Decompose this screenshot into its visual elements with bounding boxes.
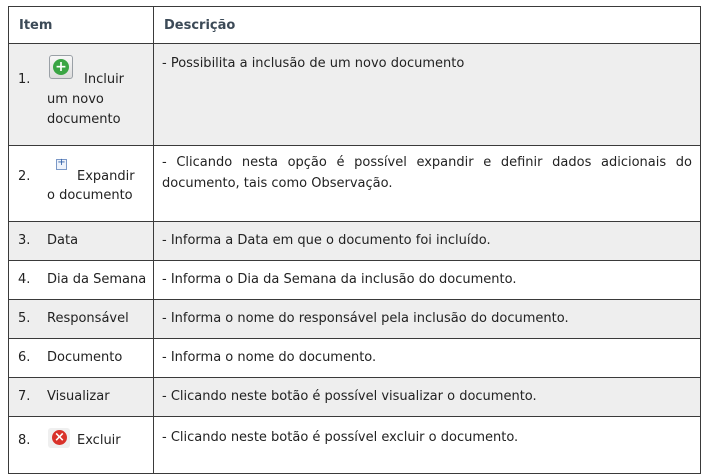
table-row — [9, 378, 701, 417]
item-label: Dia da Semana — [47, 272, 147, 287]
item-cell — [9, 300, 154, 339]
table-row — [9, 146, 701, 222]
header-row — [9, 7, 701, 44]
item-label: Visualizar — [47, 389, 110, 404]
add-icon — [49, 55, 73, 79]
delete-icon — [48, 428, 70, 448]
table-row — [9, 417, 701, 474]
table-row — [9, 300, 701, 339]
description-cell: - Possibilita a inclusão de um novo documento — [154, 44, 701, 146]
header-item: Item — [9, 7, 154, 44]
table-row — [9, 339, 701, 378]
description-cell: - Informa a Data em que o documento foi incluído. — [154, 222, 701, 261]
description-cell: - Informa o nome do responsável pela inclusão do documento. — [154, 300, 701, 339]
description-cell: - Informa o Dia da Semana da inclusão do documento. — [154, 261, 701, 300]
item-number: 4. — [18, 272, 31, 287]
item-number: 5. — [18, 311, 31, 326]
item-label: Data — [47, 233, 79, 248]
item-cell — [9, 417, 154, 474]
item-cell — [9, 378, 154, 417]
table-row — [9, 44, 701, 146]
item-label: Incluir — [84, 72, 125, 87]
item-label: o documento — [47, 188, 133, 203]
item-label: Excluir — [77, 433, 121, 448]
item-label: Expandir — [77, 169, 135, 184]
item-number: 1. — [18, 72, 31, 87]
expand-icon — [56, 159, 67, 170]
item-cell — [9, 222, 154, 261]
item-cell — [9, 44, 154, 146]
item-number: 6. — [18, 350, 31, 365]
item-number: 2. — [18, 169, 31, 184]
item-cell — [9, 261, 154, 300]
table-row — [9, 222, 701, 261]
item-number: 3. — [18, 233, 31, 248]
description-cell: - Informa o nome do documento. — [154, 339, 701, 378]
item-label: um novo — [47, 92, 104, 107]
item-cell — [9, 339, 154, 378]
documentation-table — [8, 6, 701, 474]
item-label: Documento — [47, 350, 123, 365]
description-cell: - Clicando nesta opção é possível expandir e definir dados adicionais do documento, tais como Observação. — [154, 146, 701, 222]
description-cell: - Clicando neste botão é possível visualizar o documento. — [154, 378, 701, 417]
item-number: 8. — [18, 433, 31, 448]
item-label: Responsável — [47, 311, 129, 326]
table-row — [9, 261, 701, 300]
item-number: 7. — [18, 389, 31, 404]
item-label: documento — [47, 112, 121, 127]
item-cell — [9, 146, 154, 222]
header-description: Descrição — [154, 7, 701, 44]
description-cell: - Clicando neste botão é possível excluir o documento. — [154, 417, 701, 474]
